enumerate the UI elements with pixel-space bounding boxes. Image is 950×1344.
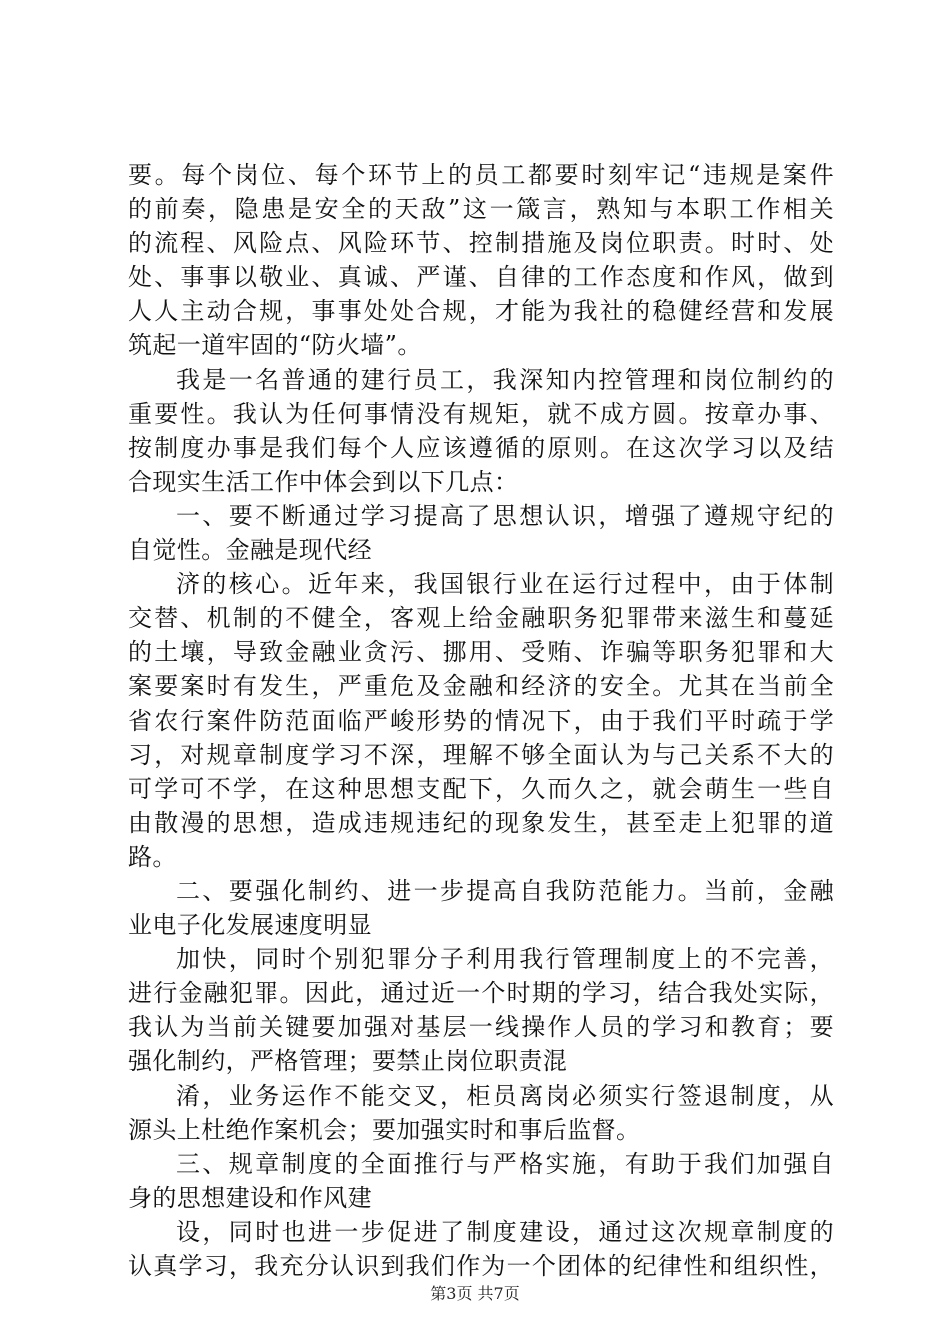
body-text — [128, 158, 834, 1283]
text-line: 自觉性。金融是现代经 — [128, 536, 372, 565]
text-line: 交替、机制的不健全，客观上给金融职务犯罪带来滋生和蔓延 — [128, 604, 834, 633]
text-line: 的流程、风险点、风险环节、控制措施及岗位职责。时时、处 — [128, 229, 834, 258]
text-line: 重要性。我认为任何事情没有规矩，就不成方圆。按章办事、 — [128, 399, 834, 428]
text-line: 处、事事以敬业、真诚、严谨、自律的工作态度和作风，做到 — [128, 263, 834, 292]
paragraph-start-line: 淆，业务运作不能交叉，柜员离岗必须实行签退制度，从 — [176, 1081, 834, 1110]
text-line: 强化制约，严格管理；要禁止岗位职责混 — [128, 1047, 568, 1076]
text-line: 进行金融犯罪。因此，通过近一个时期的学习，结合我处实际， — [128, 979, 834, 1008]
text-line: 筑起一道牢固的“防火墙”。 — [128, 331, 422, 360]
text-line: 人人主动合规，事事处处合规，才能为我社的稳健经营和发展 — [128, 297, 834, 326]
paragraph-start-line: 设，同时也进一步促进了制度建设，通过这次规章制度的 — [176, 1217, 834, 1246]
text-line: 可学可不学，在这种思想支配下，久而久之，就会萌生一些自 — [128, 774, 834, 803]
text-line: 合现实生活工作中体会到以下几点： — [128, 467, 519, 496]
paragraph-start-line: 一、要不断通过学习提高了思想认识，增强了遵规守纪的 — [176, 501, 834, 530]
text-line: 源头上杜绝作案机会；要加强实时和事后监督。 — [128, 1115, 641, 1144]
text-line: 的土壤，导致金融业贪污、挪用、受贿、诈骗等职务犯罪和大 — [128, 638, 834, 667]
text-line: 路。 — [128, 842, 177, 871]
text-line: 要。每个岗位、每个环节上的员工都要时刻牢记“违规是案件 — [128, 161, 834, 189]
paragraph-start-line: 加快，同时个别犯罪分子利用我行管理制度上的不完善， — [176, 945, 834, 974]
page-number-footer: 第3页 共7页 — [430, 1284, 520, 1303]
text-line: 习，对规章制度学习不深，理解不够全面认为与己关系不大的 — [128, 740, 834, 769]
text-line: 我认为当前关键要加强对基层一线操作人员的学习和教育；要 — [128, 1013, 834, 1042]
text-line: 按制度办事是我们每个人应该遵循的原则。在这次学习以及结 — [128, 433, 834, 462]
paragraph-start-line: 济的核心。近年来，我国银行业在运行过程中，由于体制 — [176, 570, 834, 599]
text-line: 的前奏，隐患是安全的天敌”这一箴言，熟知与本职工作相关 — [128, 195, 834, 224]
paragraph-start-line: 三、规章制度的全面推行与严格实施，有助于我们加强自 — [176, 1149, 834, 1178]
paragraph-start-line: 二、要强化制约、进一步提高自我防范能力。当前，金融 — [176, 876, 834, 905]
text-line: 由散漫的思想，造成违规违纪的现象发生，甚至走上犯罪的道 — [128, 808, 834, 837]
text-line: 身的思想建设和作风建 — [128, 1183, 372, 1212]
text-line: 认真学习，我充分认识到我们作为一个团体的纪律性和组织性， — [128, 1252, 834, 1280]
paragraph-start-line: 我是一名普通的建行员工，我深知内控管理和岗位制约的 — [176, 365, 834, 394]
text-line: 省农行案件防范面临严峻形势的情况下，由于我们平时疏于学 — [128, 706, 834, 735]
text-line: 案要案时有发生，严重危及金融和经济的安全。尤其在当前全 — [128, 672, 834, 701]
text-line: 业电子化发展速度明显 — [128, 911, 372, 940]
